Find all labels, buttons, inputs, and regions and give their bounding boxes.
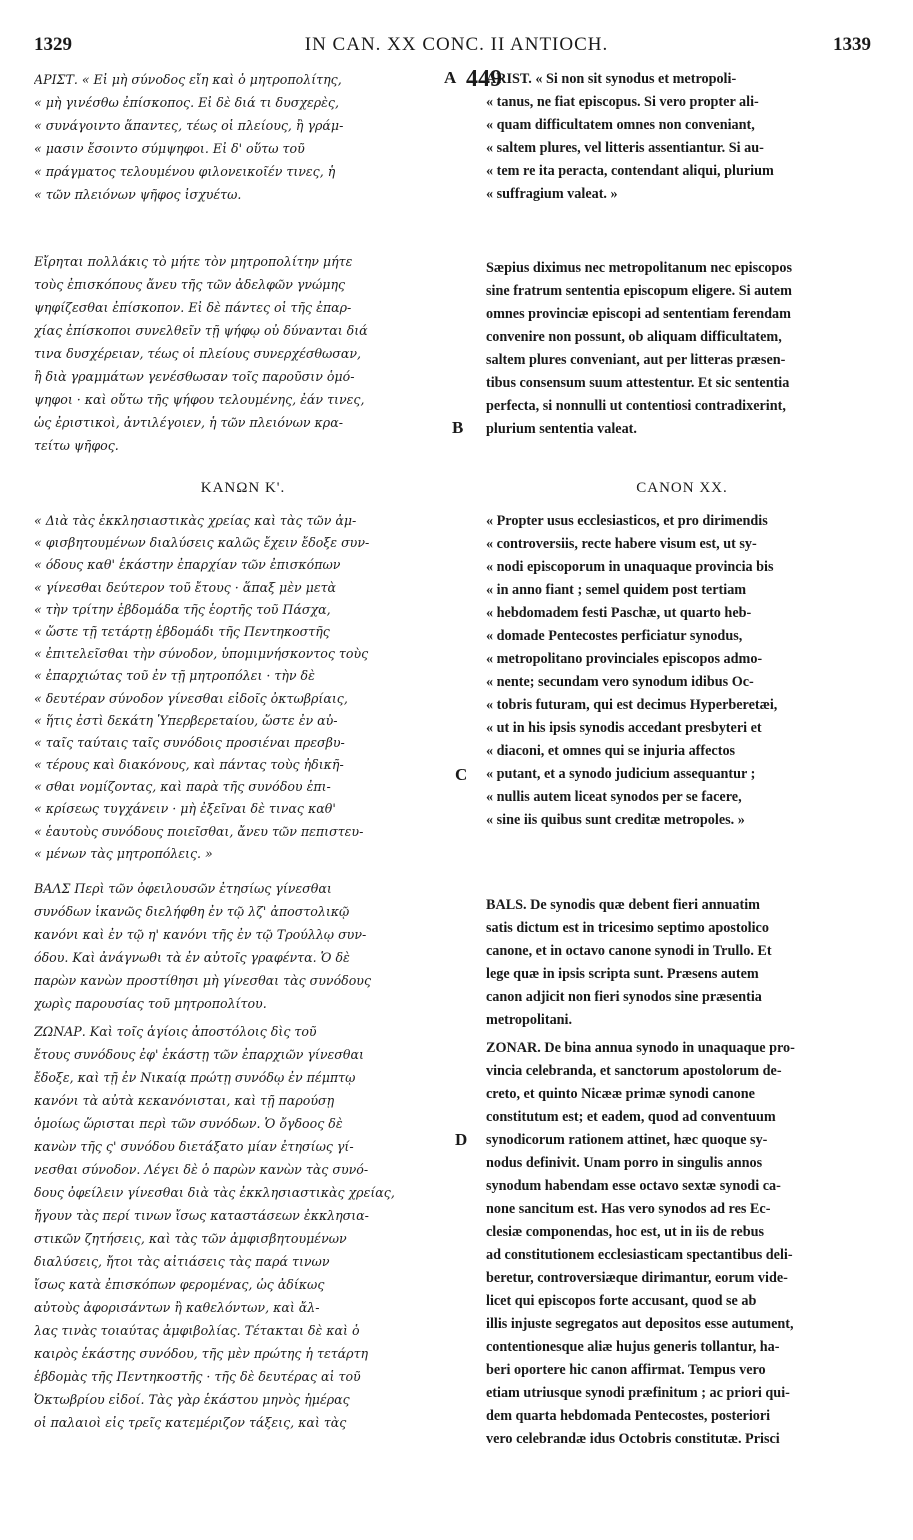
margin-mark-d: D (455, 1130, 468, 1149)
text-line: vincia celebranda, et sanctorum apostolorum de- (486, 1063, 782, 1079)
text-line: « ὥστε τῇ τετάρτῃ ἑβδομάδι τῆς Πεντηκοστῆς (34, 623, 330, 639)
text-line: synodicorum rationem attinet, hæc quoque sy- (486, 1132, 768, 1148)
text-line: plurium sententia valeat. (486, 421, 637, 437)
text-line: « συνάγοιντο ἅπαντες, τέως οἱ πλείους, ἢ γράμ- (34, 118, 344, 133)
greek-aristenus-note (34, 68, 444, 206)
text-line: ψηφίζεσθαι ἐπίσκοπον. Εἰ δὲ πάντες οἱ τῆς ἐπαρ- (34, 300, 352, 315)
text-line: BALS. De synodis quæ debent fieri annuatim (486, 897, 760, 913)
text-line: « quam difficultatem omnes non conveniant, (486, 117, 755, 133)
greek-canon-heading: ΚΑΝΩΝ Κ'. (200, 480, 286, 496)
text-line: στικῶν ζητήσεις, καὶ τὰς τῶν ἀμφισβητουμένων (34, 1231, 347, 1246)
text-line: « hebdomadem festi Paschæ, ut quarto heb- (486, 605, 752, 621)
text-line: ἑβδομὰς τῆς Πεντηκοστῆς · τῆς δὲ δευτέρας αἱ τοῦ (34, 1369, 361, 1384)
text-line: beri oportere hic canon affirmat. Tempus vero (486, 1362, 766, 1378)
text-line: « sine iis quibus sunt creditæ metropoles. » (486, 812, 745, 828)
text-line: ἴσως κατὰ ἐπισκόπων φερομένας, ὡς ἀδίκως (34, 1277, 325, 1292)
text-line: « metropolitano provinciales episcopos admo- (486, 651, 763, 667)
text-line: τοὺς ἐπισκόπους ἄνευ τῆς τῶν ἀδελφῶν γνώμης (34, 277, 346, 292)
text-line: χωρὶς παρουσίας τοῦ μητροπολίτου. (34, 996, 267, 1011)
text-line: « Propter usus ecclesiasticos, et pro dirimendis (486, 513, 768, 529)
latin-canon-text (486, 510, 878, 832)
text-line: « πράγματος τελουμένου φιλονεικοῖέν τινες, ἡ (34, 164, 336, 179)
text-line: « όδους καθ' ἑκάστην ἐπαρχίαν τῶν ἐπισκόπων (34, 557, 341, 573)
text-line: « ταῖς ταύταις ταῖς συνόδοις προσιέναι πρεσβυ- (34, 734, 345, 750)
text-line: « tem re ita peracta, contendant aliqui, plurium (486, 163, 774, 179)
text-line: ad constitutionem ecclesiasticam spectantibus deli- (486, 1247, 793, 1263)
text-line: constitutum est; et eadem, quod ad conventuum (486, 1109, 776, 1125)
text-line: κανόνι καὶ ἐν τῷ η' κανόνι τῆς ἐν τῷ Τρούλλῳ συν- (34, 927, 367, 942)
text-line: « nullis autem liceat synodos per se facere, (486, 789, 742, 805)
text-line: « γίνεσθαι δεύτερον τοῦ ἔτους · ἅπαξ μὲν μετὰ (34, 579, 337, 595)
text-line: « ἐπαρχιώτας τοῦ ἐν τῇ μητροπόλει · τὴν δὲ (34, 668, 315, 684)
text-line: ARIST. « Si non sit synodus et metropoli- (486, 71, 737, 87)
margin-mark-b: B (452, 418, 464, 437)
text-line: perfecta, si nonnulli ut contentiosi contradixerint, (486, 398, 786, 414)
text-line: « κρίσεως τυγχάνειν · μὴ ἐξεῖναι δὲ τινας καθ' (34, 801, 336, 817)
latin-paraphrase (486, 257, 878, 441)
text-line: Ὀκτωβρίου εἰδοί. Τὰς γὰρ ἑκάστου μηνὸς ἡμέρας (34, 1392, 350, 1407)
text-line: « tobris futuram, qui est decimus Hyperberetæi, (486, 697, 778, 713)
text-line: vero celebrandæ idus Octobris constitutæ. Prisci (486, 1431, 780, 1447)
text-line: τείτω ψῆφος. (34, 438, 119, 453)
text-line: τινα δυσχέρειαν, τέως οἱ πλείους συνερχέσθωσαν, (34, 346, 362, 361)
text-line: δους ὀφείλειν γίνεσθαι διὰ τὰς ἐκκλησιαστικὰς χρείας, (34, 1185, 395, 1200)
right-page-number: 1339 (833, 34, 871, 55)
column-number: 449 (466, 66, 502, 92)
text-line: « μὴ γινέσθω ἐπίσκοπος. Εἰ δὲ διά τι δυσχερὲς, (34, 95, 339, 110)
text-line: ἢ διὰ γραμμάτων γενέσθωσαν τοῖς παροῦσιν ὁμό- (34, 369, 355, 384)
text-line: ὁμοίως ὥρισται περὶ τῶν συνόδων. Ὁ ὄγδοος δὲ (34, 1116, 343, 1131)
text-line: nodus definivit. Unam porro in singulis annos (486, 1155, 763, 1171)
text-line: συνόδων ἱκανῶς διελήφθη ἐν τῷ λζ' ἀποστολικῷ (34, 904, 350, 919)
text-line: « controversiis, recte habere visum est, ut sy- (486, 536, 757, 552)
text-line: illis injuste segregatos aut depositos esse autument, (486, 1316, 794, 1332)
text-line: ὡς ἐριστικοὶ, ἀντιλέγοιεν, ἡ τῶν πλειόνων κρα- (34, 415, 343, 430)
text-line: tibus consensum suum attestentur. Et sic sententia (486, 375, 790, 391)
text-line: satis dictum est in tricesimo septimo apostolico (486, 920, 769, 936)
text-line: « tanus, ne fiat episcopus. Si vero propter ali- (486, 94, 759, 110)
text-line: καιρὸς ἑκάστης συνόδου, τῆς μὲν πρώτης ἡ τετάρτη (34, 1346, 369, 1361)
text-line: etiam utriusque synodi præfinitum ; ac priori qui- (486, 1385, 790, 1401)
text-line: « saltem plures, vel litteris assentiantur. Si au- (486, 140, 764, 156)
text-line: οἱ παλαιοὶ εἰς τρεῖς κατεμέριζον τάξεις, καὶ τὰς (34, 1415, 347, 1430)
running-title: IN CAN. XX CONC. II ANTIOCH. (304, 34, 609, 55)
text-line: canon adjicit non fieri synodos sine præsentia (486, 989, 762, 1005)
text-line: ΖΩΝΑΡ. Καὶ τοῖς ἁγίοις ἀποστόλοις δὶς τοῦ (34, 1024, 317, 1039)
text-line: « τέρους καὶ διακόνους, καὶ πάντας τοὺς ἠδικῆ- (34, 757, 344, 773)
text-line: ἔδοξε, καὶ τῇ ἐν Νικαίᾳ πρώτῃ συνόδῳ ἐν πέμπτῳ (34, 1070, 356, 1085)
text-line: omnes provinciæ episcopi ad sententiam ferendam (486, 306, 791, 322)
text-line: « suffragium valeat. » (486, 186, 618, 202)
text-line: licet qui episcopos forte accusant, quod se ab (486, 1293, 757, 1309)
text-line: χίας ἐπίσκοποι συνελθεῖν τῇ ψήφῳ οὐ δύνανται διά (34, 323, 368, 338)
text-line: « nente; secundam vero synodum idibus Oc- (486, 674, 754, 690)
text-line: ἤγουν τὰς περί τινων ἴσως καταστάσεων ἐκκλησια- (34, 1208, 369, 1223)
text-line: sine fratrum sententia episcopum eligere. Si autem (486, 283, 792, 299)
text-line: creto, et quinto Nicææ primæ synodi canone (486, 1086, 755, 1102)
text-line: synodum habendam esse octavo sextæ synodi ca- (486, 1178, 781, 1194)
text-line: νεσθαι σύνοδον. Λέγει δὲ ὁ παρὼν κανὼν τὰς συνό- (34, 1162, 369, 1177)
text-line: « τὴν τρίτην ἑβδομάδα τῆς ἑορτῆς τοῦ Πάσχα, (34, 601, 331, 617)
text-line: όδου. Καὶ ἀνάγνωθι τὰ ἐν αὐτοῖς γραφέντα. Ὁ δὲ (34, 950, 350, 965)
text-line: « nodi episcoporum in unaquaque provincia bis (486, 559, 774, 575)
text-line: contentionesque aliæ hujus generis tollantur, ha- (486, 1339, 780, 1355)
text-line: διαλύσεις, ἤτοι τὰς αἰτιάσεις τὰς παρά τινων (34, 1254, 330, 1269)
text-line: παρὼν κανὼν προστίθησι μὴ γίνεσθαι τὰς συνόδους (34, 973, 372, 988)
text-line: « putant, et a synodo judicium assequantur ; (486, 766, 756, 782)
text-line: saltem plures conveniant, aut per litteras præsen- (486, 352, 786, 368)
greek-zonaras-comment (34, 1020, 452, 1434)
text-line: « σθαι νομίζοντας, καὶ παρὰ τῆς συνόδου ἐπι- (34, 779, 331, 795)
text-line: Sæpius diximus nec metropolitanum nec episcopos (486, 260, 792, 276)
text-line: ψηφοι · καὶ οὕτω τῆς ψήφου τελουμένης, ἐάν τινες, (34, 392, 365, 407)
text-line: « μασιν ἔσοιντο σύμψηφοι. Εἰ δ' οὕτω τοῦ (34, 141, 305, 156)
text-line: metropolitani. (486, 1012, 573, 1028)
latin-canon-heading: CANON XX. (636, 480, 728, 496)
text-line: dem quarta hebdomada Pentecostes, posteriori (486, 1408, 771, 1424)
text-line: κανόνι τὰ αὐτὰ κεκανόνισται, καὶ τῇ παρούσῃ (34, 1093, 335, 1108)
text-line: ἔτους συνόδους ἐφ' ἑκάστῃ τῶν ἐπαρχιῶν γίνεσθαι (34, 1047, 364, 1062)
latin-aristenus-note (486, 68, 878, 206)
text-line: ΑΡΙΣΤ. « Εἰ μὴ σύνοδος εἴη καὶ ὁ μητροπολίτης, (34, 72, 342, 87)
margin-mark-c: C (455, 765, 468, 784)
text-line: convenire non possunt, ob aliquam difficultatem, (486, 329, 782, 345)
text-line: Εἴρηται πολλάκις τὸ μήτε τὸν μητροπολίτην μήτε (34, 254, 353, 269)
latin-balsamon-comment (486, 894, 878, 1032)
text-line: « τῶν πλειόνων ψῆφος ἰσχυέτω. (34, 187, 242, 202)
latin-zonaras-comment (486, 1037, 878, 1451)
text-line: beretur, controversiæque dirimantur, eorum vide- (486, 1270, 788, 1286)
text-line: « φισβητουμένων διαλύσεις καλῶς ἔχειν ἔδοξε συν- (34, 535, 370, 551)
text-line: none sancitum est. Has vero synodos ad res Ec- (486, 1201, 771, 1217)
text-line: λας τινὰς τοιαύτας ἀμφιβολίας. Τέτακται δὲ καὶ ὁ (34, 1323, 360, 1338)
text-line: κανὼν τῆς ς' συνόδου διετάξατο μίαν ἐτησίως γί- (34, 1139, 354, 1154)
text-line: « in anno fiant ; semel quidem post tertiam (486, 582, 747, 598)
text-line: clesiæ componendas, hoc est, ut in iis de rebus (486, 1224, 764, 1240)
text-line: lege quæ in ipsis scripta sunt. Præsens autem (486, 966, 759, 982)
text-line: « δευτέραν σύνοδον γίνεσθαι εἰδοῖς ὀκτωβρίαις, (34, 690, 348, 706)
text-line: « diaconi, et omnes qui se injuria affectos (486, 743, 736, 759)
text-line: αὐτοὺς ἀφορισάντων ἢ καθελόντων, καὶ ἄλ- (34, 1300, 320, 1315)
text-line: « μένων τὰς μητροπόλεις. » (34, 845, 213, 861)
text-line: canone, et in octavo canone synodi in Trullo. Et (486, 943, 772, 959)
greek-canon-text (34, 510, 452, 865)
text-line: ΒΑΛΣ Περὶ τῶν ὀφειλουσῶν ἐτησίως γίνεσθαι (34, 881, 332, 896)
left-page-number: 1329 (34, 34, 72, 55)
margin-mark-a: A (444, 68, 457, 87)
text-line: « Διὰ τὰς ἐκκλησιαστικὰς χρείας καὶ τὰς τῶν ἀμ- (34, 513, 357, 528)
greek-paraphrase (34, 250, 452, 457)
text-line: « ἥτις ἐστὶ δεκάτη Ὑπερβερεταίου, ὥστε ἐν αὐ- (34, 712, 338, 728)
text-line: « ut in his ipsis synodis accedant presbyteri et (486, 720, 762, 736)
text-line: « ἐπιτελεῖσθαι τὴν σύνοδον, ὑπομιμνήσκοντος τοὺς (34, 646, 369, 662)
text-line: ZONAR. De bina annua synodo in unaquaque pro- (486, 1040, 795, 1056)
text-line: « ἑαυτοὺς συνόδους ποιεῖσθαι, ἄνευ τῶν πεπιστευ- (34, 823, 364, 839)
text-line: « domade Pentecostes perficiatur synodus, (486, 628, 743, 644)
greek-balsamon-comment (34, 877, 452, 1015)
